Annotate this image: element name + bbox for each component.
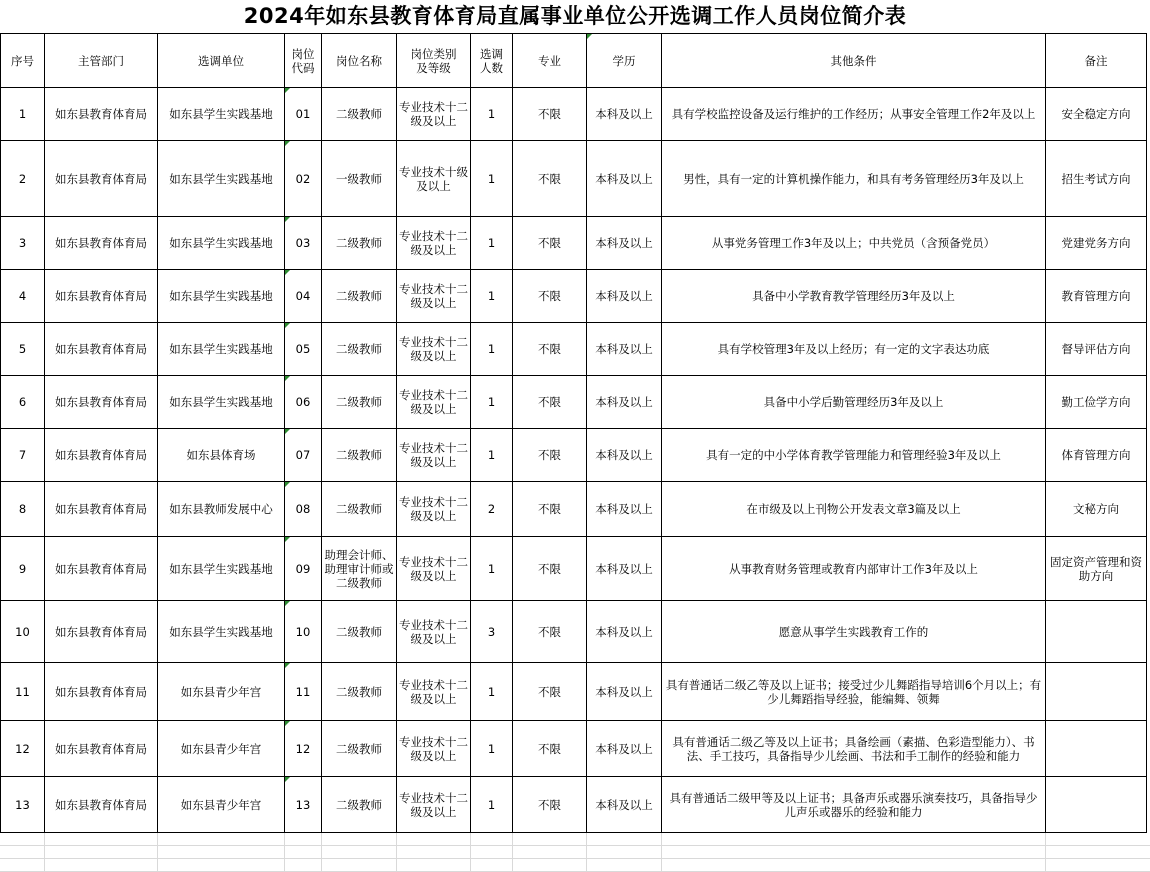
header-no[interactable]: 序号 — [1, 34, 45, 88]
cell-no[interactable]: 5 — [1, 323, 45, 376]
cell-edu[interactable]: 本科及以上 — [587, 376, 662, 429]
cell-unit[interactable]: 如东县学生实践基地 — [158, 88, 285, 141]
cell-unit[interactable]: 如东县青少年宫 — [158, 721, 285, 777]
table-body — [1, 88, 1147, 833]
cell-no[interactable]: 13 — [1, 777, 45, 833]
cell-unit[interactable]: 如东县教师发展中心 — [158, 482, 285, 537]
table-row — [1, 429, 1147, 482]
cell-major[interactable]: 不限 — [513, 601, 587, 663]
cell-code[interactable]: 07 — [285, 429, 322, 482]
cell-note[interactable]: 体育管理方向 — [1046, 429, 1147, 482]
cell-cond[interactable]: 具有学校监控设备及运行维护的工作经历；从事安全管理工作2年及以上 — [662, 88, 1046, 141]
cell-count[interactable]: 1 — [471, 217, 513, 270]
header-code[interactable] — [285, 34, 322, 88]
header-category-line2: 及等级 — [416, 60, 451, 75]
cell-count[interactable]: 1 — [471, 721, 513, 777]
cell-edu[interactable]: 本科及以上 — [587, 217, 662, 270]
cell-no[interactable]: 4 — [1, 270, 45, 323]
cell-post[interactable]: 二级教师 — [322, 429, 397, 482]
grid-line — [512, 833, 513, 872]
cell-category[interactable]: 专业技术十级及以上 — [397, 141, 471, 217]
cell-post[interactable]: 二级教师 — [322, 217, 397, 270]
cell-edu[interactable]: 本科及以上 — [587, 537, 662, 601]
table-row — [1, 270, 1147, 323]
cell-note[interactable] — [1046, 777, 1147, 833]
cell-category[interactable]: 专业技术十二级及以上 — [397, 88, 471, 141]
cell-dept[interactable]: 如东县教育体育局 — [45, 663, 158, 721]
cell-code[interactable]: 06 — [285, 376, 322, 429]
cell-no[interactable]: 9 — [1, 537, 45, 601]
cell-code[interactable]: 03 — [285, 217, 322, 270]
cell-note[interactable]: 督导评估方向 — [1046, 323, 1147, 376]
empty-grid-rows — [0, 833, 1150, 872]
cell-edu[interactable]: 本科及以上 — [587, 601, 662, 663]
cell-category[interactable]: 专业技术十二级及以上 — [397, 663, 471, 721]
cell-category[interactable]: 专业技术十二级及以上 — [397, 270, 471, 323]
cell-post[interactable]: 二级教师 — [322, 270, 397, 323]
cell-no[interactable]: 6 — [1, 376, 45, 429]
header-category-line1: 岗位类别 — [410, 46, 457, 61]
cell-category[interactable]: 专业技术十二级及以上 — [397, 376, 471, 429]
cell-dept[interactable]: 如东县教育体育局 — [45, 482, 158, 537]
cell-count[interactable]: 1 — [471, 141, 513, 217]
cell-unit[interactable]: 如东县学生实践基地 — [158, 376, 285, 429]
table-row — [1, 721, 1147, 777]
cell-major[interactable]: 不限 — [513, 429, 587, 482]
cell-cond[interactable]: 具有普通话二级乙等及以上证书；具备绘画（素描、色彩造型能力）、书法、手工技巧，具备指导少儿绘画、书法和手工制作的经验和能力 — [662, 721, 1046, 777]
cell-edu[interactable]: 本科及以上 — [587, 88, 662, 141]
cell-post[interactable]: 二级教师 — [322, 777, 397, 833]
cell-edu[interactable]: 本科及以上 — [587, 777, 662, 833]
cell-unit[interactable]: 如东县体育场 — [158, 429, 285, 482]
cell-category[interactable]: 专业技术十二级及以上 — [397, 482, 471, 537]
table-header-row — [1, 34, 1147, 88]
cell-no[interactable]: 12 — [1, 721, 45, 777]
cell-count[interactable]: 1 — [471, 537, 513, 601]
cell-cond[interactable]: 从事教育财务管理或教育内部审计工作3年及以上 — [662, 537, 1046, 601]
header-cond[interactable]: 其他条件 — [662, 34, 1046, 88]
table-row — [1, 777, 1147, 833]
cell-category[interactable]: 专业技术十二级及以上 — [397, 323, 471, 376]
cell-note[interactable]: 教育管理方向 — [1046, 270, 1147, 323]
cell-count[interactable]: 1 — [471, 270, 513, 323]
cell-count[interactable]: 1 — [471, 376, 513, 429]
cell-major[interactable]: 不限 — [513, 777, 587, 833]
cell-dept[interactable]: 如东县教育体育局 — [45, 88, 158, 141]
cell-no[interactable]: 8 — [1, 482, 45, 537]
header-dept[interactable]: 主管部门 — [45, 34, 158, 88]
cell-cond[interactable]: 具有普通话二级乙等及以上证书；接受过少儿舞蹈指导培训6个月以上；有少儿舞蹈指导经验，能编舞、领舞 — [662, 663, 1046, 721]
cell-edu[interactable]: 本科及以上 — [587, 323, 662, 376]
cell-no[interactable]: 7 — [1, 429, 45, 482]
cell-cond[interactable]: 具备中小学教育教学管理经历3年及以上 — [662, 270, 1046, 323]
cell-category[interactable]: 专业技术十二级及以上 — [397, 721, 471, 777]
cell-category[interactable]: 专业技术十二级及以上 — [397, 537, 471, 601]
header-unit[interactable]: 选调单位 — [158, 34, 285, 88]
cell-post[interactable]: 二级教师 — [322, 721, 397, 777]
cell-post[interactable]: 二级教师 — [322, 663, 397, 721]
cell-no[interactable]: 10 — [1, 601, 45, 663]
cell-dept[interactable]: 如东县教育体育局 — [45, 777, 158, 833]
cell-unit[interactable]: 如东县学生实践基地 — [158, 323, 285, 376]
cell-count[interactable]: 2 — [471, 482, 513, 537]
cell-post[interactable]: 二级教师 — [322, 88, 397, 141]
cell-cond[interactable]: 男性，具有一定的计算机操作能力，和具有考务管理经历3年及以上 — [662, 141, 1046, 217]
cell-count[interactable]: 1 — [471, 323, 513, 376]
cell-note[interactable]: 招生考试方向 — [1046, 141, 1147, 217]
cell-cond[interactable]: 具有普通话二级甲等及以上证书；具备声乐或器乐演奏技巧，具备指导少儿声乐或器乐的经验和能力 — [662, 777, 1046, 833]
cell-count[interactable]: 1 — [471, 663, 513, 721]
table-row — [1, 663, 1147, 721]
cell-code[interactable]: 01 — [285, 88, 322, 141]
grid-line — [586, 833, 587, 872]
cell-category[interactable]: 专业技术十二级及以上 — [397, 777, 471, 833]
table-row — [1, 376, 1147, 429]
cell-dept[interactable]: 如东县教育体育局 — [45, 141, 158, 217]
cell-code[interactable]: 10 — [285, 601, 322, 663]
cell-post[interactable]: 二级教师 — [322, 376, 397, 429]
cell-edu[interactable]: 本科及以上 — [587, 721, 662, 777]
cell-note[interactable] — [1046, 601, 1147, 663]
cell-major[interactable]: 不限 — [513, 537, 587, 601]
cell-note[interactable] — [1046, 721, 1147, 777]
table-row — [1, 323, 1147, 376]
header-major[interactable]: 专业 — [513, 34, 587, 88]
cell-dept[interactable]: 如东县教育体育局 — [45, 721, 158, 777]
cell-dept[interactable]: 如东县教育体育局 — [45, 537, 158, 601]
cell-code[interactable]: 04 — [285, 270, 322, 323]
grid-line — [284, 833, 285, 872]
table-row — [1, 601, 1147, 663]
cell-dept[interactable]: 如东县教育体育局 — [45, 270, 158, 323]
cell-note[interactable]: 固定资产管理和资助方向 — [1046, 537, 1147, 601]
cell-major[interactable]: 不限 — [513, 323, 587, 376]
cell-code[interactable]: 09 — [285, 537, 322, 601]
cell-dept[interactable]: 如东县教育体育局 — [45, 376, 158, 429]
cell-no[interactable]: 11 — [1, 663, 45, 721]
cell-count[interactable]: 1 — [471, 88, 513, 141]
page-title: 2024年如东县教育体育局直属事业单位公开选调工作人员岗位简介表 — [243, 4, 907, 28]
cell-post[interactable]: 一级教师 — [322, 141, 397, 217]
header-code-line1: 岗位 — [291, 46, 315, 61]
cell-category[interactable]: 专业技术十二级及以上 — [397, 429, 471, 482]
cell-code[interactable]: 05 — [285, 323, 322, 376]
cell-major[interactable]: 不限 — [513, 141, 587, 217]
cell-edu[interactable]: 本科及以上 — [587, 429, 662, 482]
header-count-line2: 人数 — [480, 60, 503, 75]
cell-code[interactable]: 08 — [285, 482, 322, 537]
table-row — [1, 88, 1147, 141]
cell-edu[interactable]: 本科及以上 — [587, 482, 662, 537]
grid-line — [321, 833, 322, 872]
cell-no[interactable]: 2 — [1, 141, 45, 217]
cell-category[interactable]: 专业技术十二级及以上 — [397, 217, 471, 270]
cell-code[interactable]: 12 — [285, 721, 322, 777]
cell-code[interactable]: 11 — [285, 663, 322, 721]
cell-dept[interactable]: 如东县教育体育局 — [45, 601, 158, 663]
cell-edu[interactable]: 本科及以上 — [587, 141, 662, 217]
positions-table — [0, 33, 1147, 833]
cell-major[interactable]: 不限 — [513, 88, 587, 141]
cell-note[interactable]: 党建党务方向 — [1046, 217, 1147, 270]
table-row — [1, 217, 1147, 270]
cell-count[interactable]: 1 — [471, 777, 513, 833]
cell-unit[interactable]: 如东县学生实践基地 — [158, 537, 285, 601]
header-count[interactable] — [471, 34, 513, 88]
header-code-line2: 代码 — [291, 60, 315, 75]
cell-dept[interactable]: 如东县教育体育局 — [45, 217, 158, 270]
cell-unit[interactable]: 如东县青少年宫 — [158, 777, 285, 833]
header-post[interactable]: 岗位名称 — [322, 34, 397, 88]
cell-cond[interactable]: 在市级及以上刊物公开发表文章3篇及以上 — [662, 482, 1046, 537]
header-edu[interactable]: 学历 — [587, 34, 662, 88]
cell-major[interactable]: 不限 — [513, 270, 587, 323]
cell-unit[interactable]: 如东县学生实践基地 — [158, 270, 285, 323]
table-row — [1, 482, 1147, 537]
cell-note[interactable]: 勤工俭学方向 — [1046, 376, 1147, 429]
cell-count[interactable]: 1 — [471, 429, 513, 482]
cell-cond[interactable]: 具备中小学后勤管理经历3年及以上 — [662, 376, 1046, 429]
cell-code[interactable]: 02 — [285, 141, 322, 217]
cell-dept[interactable]: 如东县教育体育局 — [45, 429, 158, 482]
cell-major[interactable]: 不限 — [513, 663, 587, 721]
cell-no[interactable]: 3 — [1, 217, 45, 270]
cell-edu[interactable]: 本科及以上 — [587, 270, 662, 323]
cell-cond[interactable]: 从事党务管理工作3年及以上；中共党员（含预备党员） — [662, 217, 1046, 270]
grid-line — [44, 833, 45, 872]
header-category[interactable] — [397, 34, 471, 88]
cell-note[interactable]: 文秘方向 — [1046, 482, 1147, 537]
cell-cond[interactable]: 具有学校管理3年及以上经历；有一定的文字表达功底 — [662, 323, 1046, 376]
cell-major[interactable]: 不限 — [513, 376, 587, 429]
cell-post[interactable]: 二级教师 — [322, 482, 397, 537]
table-row — [1, 141, 1147, 217]
cell-code[interactable]: 13 — [285, 777, 322, 833]
grid-line — [470, 833, 471, 872]
cell-note[interactable] — [1046, 663, 1147, 721]
cell-post[interactable]: 二级教师 — [322, 601, 397, 663]
cell-cond[interactable]: 愿意从事学生实践教育工作的 — [662, 601, 1046, 663]
grid-line — [1045, 833, 1046, 872]
grid-line — [157, 833, 158, 872]
cell-major[interactable]: 不限 — [513, 721, 587, 777]
cell-note[interactable]: 安全稳定方向 — [1046, 88, 1147, 141]
cell-major[interactable]: 不限 — [513, 217, 587, 270]
table-row — [1, 537, 1147, 601]
cell-no[interactable]: 1 — [1, 88, 45, 141]
cell-post[interactable]: 二级教师 — [322, 323, 397, 376]
cell-unit[interactable]: 如东县学生实践基地 — [158, 141, 285, 217]
cell-unit[interactable]: 如东县学生实践基地 — [158, 217, 285, 270]
cell-cond[interactable]: 具有一定的中小学体育教学管理能力和管理经验3年及以上 — [662, 429, 1046, 482]
cell-major[interactable]: 不限 — [513, 482, 587, 537]
cell-edu[interactable]: 本科及以上 — [587, 663, 662, 721]
header-count-line1: 选调 — [480, 46, 503, 61]
cell-unit[interactable]: 如东县学生实践基地 — [158, 601, 285, 663]
cell-category[interactable]: 专业技术十二级及以上 — [397, 601, 471, 663]
cell-dept[interactable]: 如东县教育体育局 — [45, 323, 158, 376]
grid-line — [396, 833, 397, 872]
grid-line — [661, 833, 662, 872]
cell-count[interactable]: 3 — [471, 601, 513, 663]
cell-post[interactable]: 助理会计师、助理审计师或二级教师 — [322, 537, 397, 601]
cell-unit[interactable]: 如东县青少年宫 — [158, 663, 285, 721]
header-note[interactable]: 备注 — [1046, 34, 1147, 88]
